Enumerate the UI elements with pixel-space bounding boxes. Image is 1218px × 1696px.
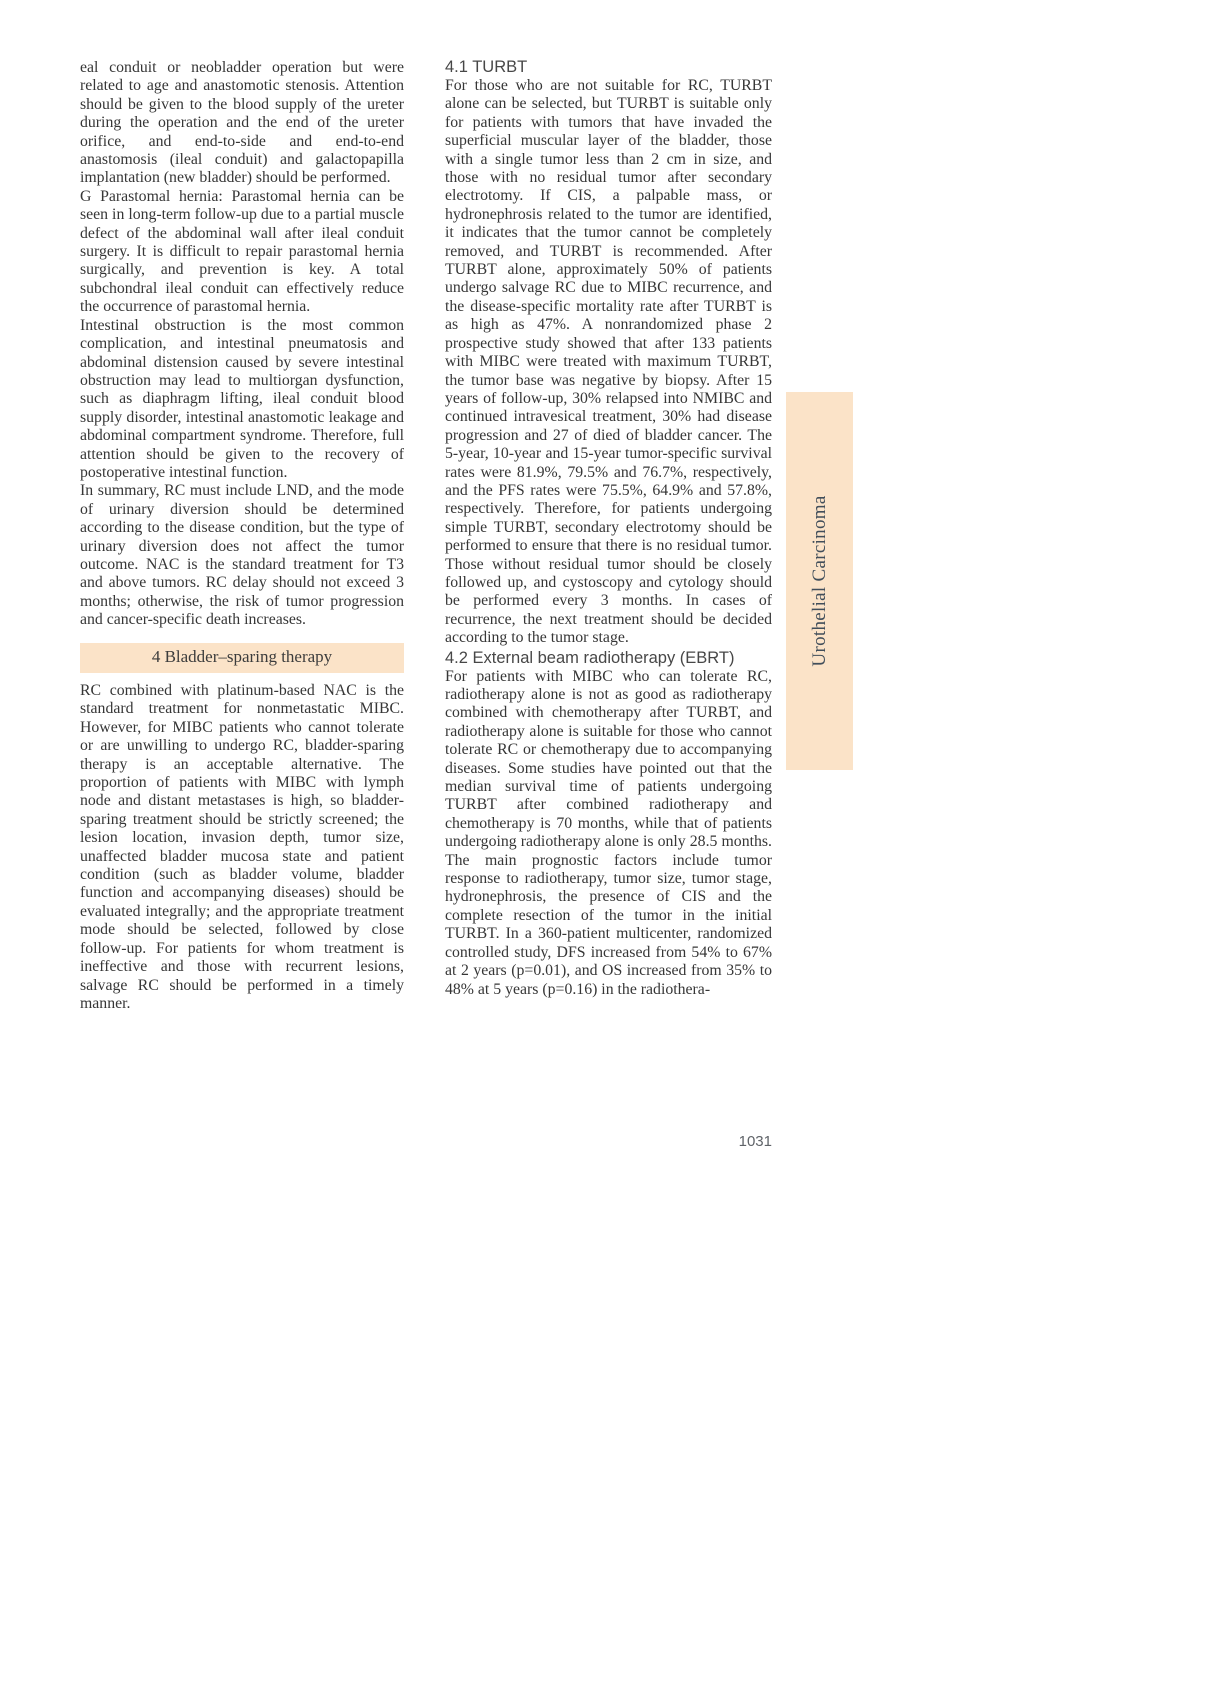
- paragraph: In summary, RC must include LND, and the mode of urinary diversion should be determined according to the disease condition, but the type of urinary diversion does not affect the tumor outcome. NAC is the standard treatment for T3 and above tumors. RC delay should not exceed 3 months; otherwise, the risk of tumor progression and cancer-specific death increases.: [80, 482, 404, 629]
- paragraph: eal conduit or neobladder operation but were related to age and anastomotic stenosis. Attention should be given to the blood supply of the ureter during the operation and the end of the ureter orifice, and end-to-side and end-to-end anastomosis (ileal conduit) and galactopapilla implantation (new bladder) should be performed.: [80, 59, 404, 187]
- subsection-heading-turbt: 4.1 TURBT: [445, 58, 528, 76]
- left-column: [80, 59, 404, 1013]
- section-heading-bar: [80, 643, 404, 673]
- paragraph: Intestinal obstruction is the most common complication, and intestinal pneumatosis and abdominal distension caused by severe intestinal obstruction may lead to multiorgan dysfunction, such as diaphragm lifting, ileal conduit blood supply disorder, intestinal anastomotic leakage and abdominal compartment syndrome. Therefore, full attention should be given to the recovery of postoperative intestinal function.: [80, 316, 404, 481]
- subsection-heading-ebrt: 4.2 External beam radiotherapy (EBRT): [445, 648, 735, 667]
- paragraph: G Parastomal hernia: Parastomal hernia can be seen in long-term follow-up due to a partial muscle defect of the abdominal wall after ileal conduit surgery. It is difficult to repair parastomal hernia surgically, and prevention is key. A total subchondral ileal conduit can effectively reduce the occurrence of parastomal hernia.: [80, 187, 404, 316]
- paragraph: For patients with MIBC who can tolerate RC, radiotherapy alone is not as good as radiotherapy combined with chemotherapy after TURBT, and radiotherapy alone is suitable for those who cannot tolerate RC or chemotherapy due to accompanying diseases. Some studies have pointed out that the median survival time of patients undergoing TURBT after combined radiotherapy and chemotherapy is 70 months, while that of patients undergoing radiotherapy alone is only 28.5 months. The main prognostic factors include tumor response to radiotherapy, tumor size, tumor stage, hydronephrosis, the presence of CIS and the complete resection of the tumor in the initial TURBT. In a 360-patient multicenter, randomized controlled study, DFS increased from 54% to 67% at 2 years (p=0.01), and OS increased from 35% to 48% at 5 years (p=0.16) in the radiothera-: [445, 667, 772, 998]
- paragraph: For those who are not suitable for RC, TURBT alone can be selected, but TURBT is suitable only for patients with tumors that have invaded the superficial muscular layer of the bladder, those with a single tumor less than 2 cm in size, and those with no residual tumor after secondary electrotomy. If CIS, a palpable mass, or hydronephrosis related to the tumor are identified, it indicates that the tumor cannot be completely removed, and TURBT is recommended. After TURBT alone, approximately 50% of patients undergo salvage RC due to MIBC recurrence, and the disease-specific mortality rate after TURBT is as high as 47%. A nonrandomized phase 2 prospective study showed that after 133 patients with MIBC were treated with maximum TURBT, the tumor base was negative by biopsy. After 15 years of follow-up, 30% relapsed into NMIBC and continued intravesical treatment, 30% had disease progression and 27 of died of bladder cancer. The 5-year, 10-year and 15-year tumor-specific survival rates were 81.9%, 79.5% and 76.7%, respectively, and the PFS rates were 75.5%, 64.9% and 57.8%, respectively. Therefore, for patients undergoing simple TURBT, secondary electrotomy should be performed to ensure that there is no residual tumor. Those without residual tumor should be closely followed up, and cystoscopy and cytology should be performed every 3 months. In cases of recurrence, the next treatment should be decided according to the tumor stage.: [445, 77, 772, 647]
- chapter-tab: [786, 392, 853, 770]
- right-column: [445, 57, 772, 999]
- page-number: 1031: [738, 1133, 772, 1150]
- chapter-tab-label: Urothelial Carcinoma: [808, 495, 830, 667]
- section-heading: 4 Bladder–sparing therapy: [151, 646, 333, 666]
- paragraph: RC combined with platinum-based NAC is the standard treatment for nonmetastatic MIBC. However, for MIBC patients who cannot tolerate or are unwilling to undergo RC, bladder-sparing therapy is an acceptable alternative. The proportion of patients with MIBC with lymph node and distant metastases is high, so bladder-sparing treatment should be strictly screened; the lesion location, invasion depth, tumor size, unaffected bladder mucosa state and patient condition (such as bladder volume, bladder function and accompanying diseases) should be evaluated integrally; and the appropriate treatment mode should be selected, followed by close follow-up. For patients for whom treatment is ineffective and those with recurrent lesions, salvage RC should be performed in a timely manner.: [80, 682, 404, 1012]
